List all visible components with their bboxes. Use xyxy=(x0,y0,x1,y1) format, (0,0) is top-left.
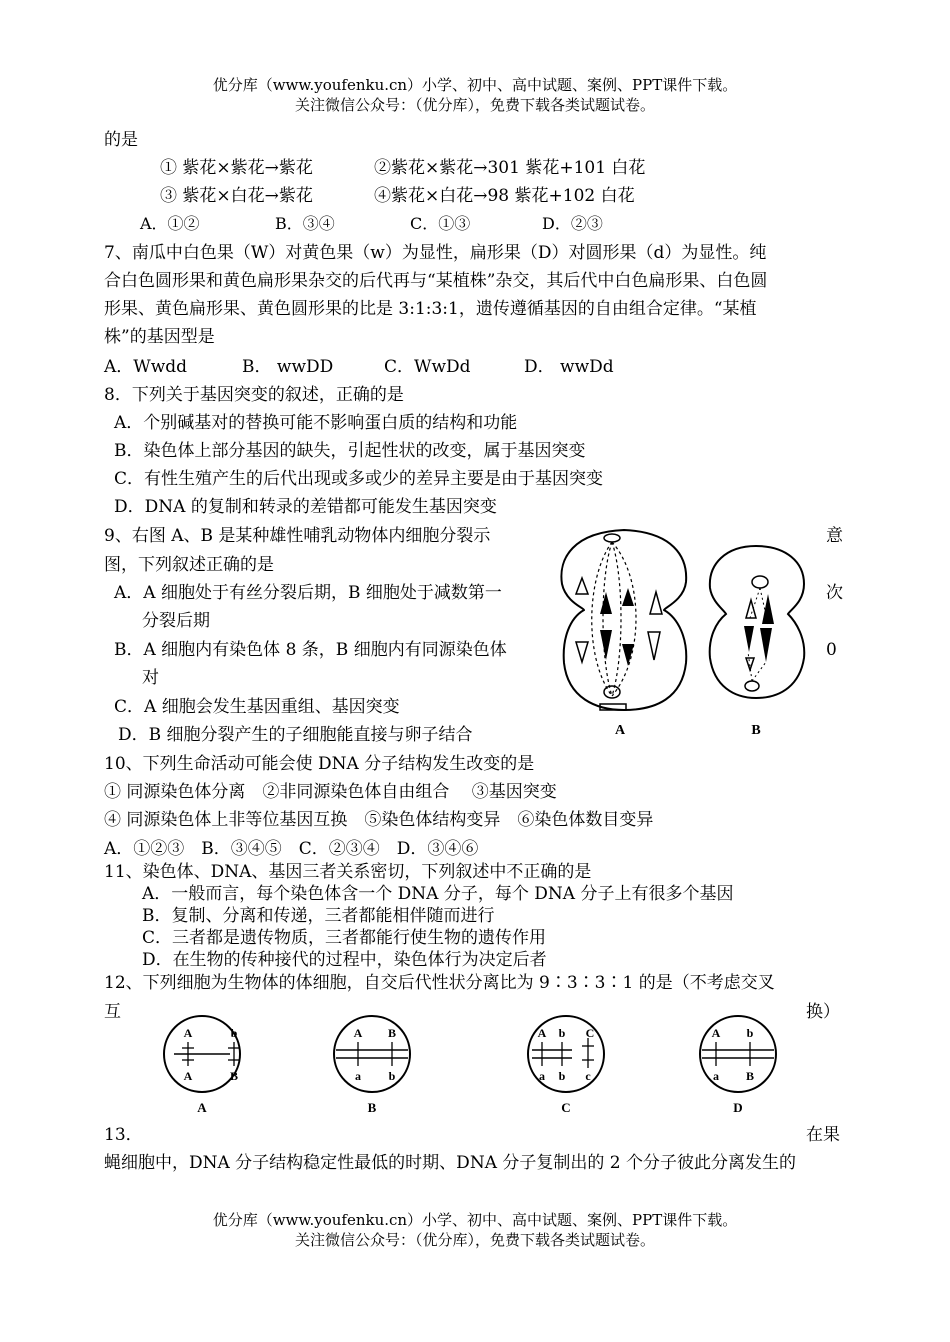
q7-option-a: A．Wwdd xyxy=(104,357,188,377)
gene-c-bottom-1: a xyxy=(539,1069,545,1083)
cell-b-label: B xyxy=(751,723,761,738)
footer-line-1: 优分库（www.youfenku.cn）小学、初中、高中试题、案例、PPT课件下载。 xyxy=(212,1211,738,1229)
q7-line-2: 合白色圆形果和黄色扁形果杂交的后代再与“某植株”杂交，其后代中白色扁形果、白色圆 xyxy=(104,271,768,291)
cell-a-outline xyxy=(561,530,686,710)
gene-b-bottom-2: b xyxy=(388,1069,396,1083)
q7-option-b: B． wwDD xyxy=(242,357,334,377)
q9-option-b: B．A 细胞内有染色体 8 条，B 细胞内有同源染色体 xyxy=(114,640,507,660)
q8-option-b: B．染色体上部分基因的缺失，引起性状的改变，属于基因突变 xyxy=(114,441,586,461)
gene-d-bottom-2: B xyxy=(745,1069,755,1083)
q6-cross-3: ③ 紫花×白花→紫花 xyxy=(160,186,313,206)
q6-option-c: C．①③ xyxy=(410,214,471,233)
q13-tail: 在果 xyxy=(806,1125,840,1145)
cell-division-figure xyxy=(556,518,818,746)
cell-d-label: D xyxy=(733,1100,743,1115)
q12-stem-2-left: 互 xyxy=(104,1002,121,1022)
q13-line-2: 蝇细胞中，DNA 分子结构稳定性最低的时期、DNA 分子复制出的 2 个分子彼此分离发生的 xyxy=(104,1153,796,1173)
gene-a-bottom-2: B xyxy=(229,1069,239,1083)
gene-d-top-1: A xyxy=(711,1026,721,1040)
q7-option-d: D． wwDd xyxy=(524,357,614,377)
gene-c-bottom-2: b xyxy=(558,1069,566,1083)
footer-line-2: 关注微信公众号：（优分库），免费下载各类试题试卷。 xyxy=(294,1231,655,1249)
q7-line-3: 形果、黄色扁形果、黄色圆形果的比是 3:1:3:1，遗传遵循基因的自由组合定律。“某植 xyxy=(104,299,757,319)
q10-items-2: ④ 同源染色体上非等位基因互换 ⑤染色体结构变异 ⑥染色体数目变异 xyxy=(104,810,654,830)
cell-a-label: A xyxy=(197,1100,207,1115)
q7-line-1: 7、南瓜中白色果（W）对黄色果（w）为显性，扁形果（D）对圆形果（d）为显性。纯 xyxy=(104,243,767,263)
q6-option-a: A．①② xyxy=(140,214,200,233)
gene-c-top-1: A xyxy=(537,1026,547,1040)
q9-option-a-tail: 次 xyxy=(826,583,843,603)
gene-a-bottom-1: A xyxy=(183,1069,193,1083)
cell-c-label: C xyxy=(561,1100,571,1115)
q6-option-b: B．③④ xyxy=(275,214,335,233)
gene-c-top-3: C xyxy=(585,1026,595,1040)
q8-option-a: A．个别碱基对的替换可能不影响蛋白质的结构和功能 xyxy=(114,413,518,433)
header-line-1: 优分库（www.youfenku.cn）小学、初中、高中试题、案例、PPT课件下载。 xyxy=(212,76,738,94)
gene-b-top-1: A xyxy=(353,1026,363,1040)
q11-option-b: B．复制、分离和传递，三者都能相伴随而进行 xyxy=(142,906,495,926)
q8-option-c: C．有性生殖产生的后代出现或多或少的差异主要是由于基因突变 xyxy=(114,469,604,489)
q8-option-d: D．DNA 的复制和转录的差错都可能发生基因突变 xyxy=(114,497,497,517)
q9-stem-2: 图，下列叙述正确的是 xyxy=(104,555,274,575)
q11-option-d: D．在生物的传种接代的过程中，染色体行为决定后者 xyxy=(142,950,547,970)
q6-tail: 的是 xyxy=(104,130,138,150)
gene-a-top-2: b xyxy=(230,1026,238,1040)
genotype-cell-b xyxy=(334,1016,410,1115)
cell-b-label: B xyxy=(367,1100,377,1115)
q9-option-c: C．A 细胞会发生基因重组、基因突变 xyxy=(114,697,400,717)
q12-stem-2-right: 换） xyxy=(806,1002,840,1022)
q6-cross-1: ① 紫花×紫花→紫花 xyxy=(160,158,313,178)
q11-option-c: C．三者都是遗传物质，三者都能行使生物的遗传作用 xyxy=(142,928,547,948)
q6-cross-2: ②紫花×紫花→301 紫花+101 白花 xyxy=(374,158,646,178)
q9-option-a: A．A 细胞处于有丝分裂后期，B 细胞处于减数第一 xyxy=(114,583,502,603)
q10-options: A．①②③ B．③④⑤ C．②③④ D．③④⑥ xyxy=(104,839,479,859)
q9-stem: 9、右图 A、B 是某种雄性哺乳动物体内细胞分裂示 xyxy=(104,526,491,546)
gene-b-top-2: B xyxy=(387,1026,397,1040)
q10-stem: 10、下列生命活动可能会使 DNA 分子结构发生改变的是 xyxy=(104,754,535,774)
gene-b-bottom-1: a xyxy=(355,1069,361,1083)
gene-a-top-1: A xyxy=(183,1026,193,1040)
q13-num: 13． xyxy=(104,1125,143,1145)
q9-option-b-cont: 对 xyxy=(142,668,159,688)
header-line-2: 关注微信公众号：（优分库），免费下载各类试题试卷。 xyxy=(294,96,655,114)
q9-option-b-tail: 0 xyxy=(826,640,837,660)
q12-stem: 12、下列细胞为生物体的体细胞，自交后代性状分离比为 9∶3∶3∶1 的是（不考虑交叉 xyxy=(104,973,775,993)
gene-d-top-2: b xyxy=(746,1026,754,1040)
genotype-cell-c xyxy=(528,1016,604,1115)
q6-cross-4: ④紫花×白花→98 紫花+102 白花 xyxy=(374,186,635,206)
cell-a-label: A xyxy=(614,723,626,738)
q6-option-d: D．②③ xyxy=(542,214,603,233)
q9-option-d: D．B 细胞分裂产生的子细胞能直接与卵子结合 xyxy=(118,725,473,745)
q8-stem: 8．下列关于基因突变的叙述，正确的是 xyxy=(104,385,404,405)
q10-items-1: ① 同源染色体分离 ②非同源染色体自由组合 ③基因突变 xyxy=(104,782,557,802)
genotype-cell-d xyxy=(700,1016,776,1115)
q7-line-4: 株”的基因型是 xyxy=(104,327,215,347)
q11-option-a: A．一般而言，每个染色体含一个 DNA 分子，每个 DNA 分子上有很多个基因 xyxy=(142,884,734,904)
gene-c-bottom-3: c xyxy=(585,1069,591,1083)
genotype-cells-figure xyxy=(160,1008,800,1120)
q11-stem: 11、染色体、DNA、基因三者关系密切，下列叙述中不正确的是 xyxy=(104,862,592,882)
q7-option-c: C．WwDd xyxy=(384,357,471,377)
gene-d-bottom-1: a xyxy=(713,1069,719,1083)
q9-option-a-cont: 分裂后期 xyxy=(142,611,210,631)
genotype-cell-a xyxy=(164,1016,240,1115)
gene-c-top-2: b xyxy=(558,1026,566,1040)
q9-stem-tail: 意 xyxy=(826,526,843,546)
cell-b-outline xyxy=(710,546,805,698)
